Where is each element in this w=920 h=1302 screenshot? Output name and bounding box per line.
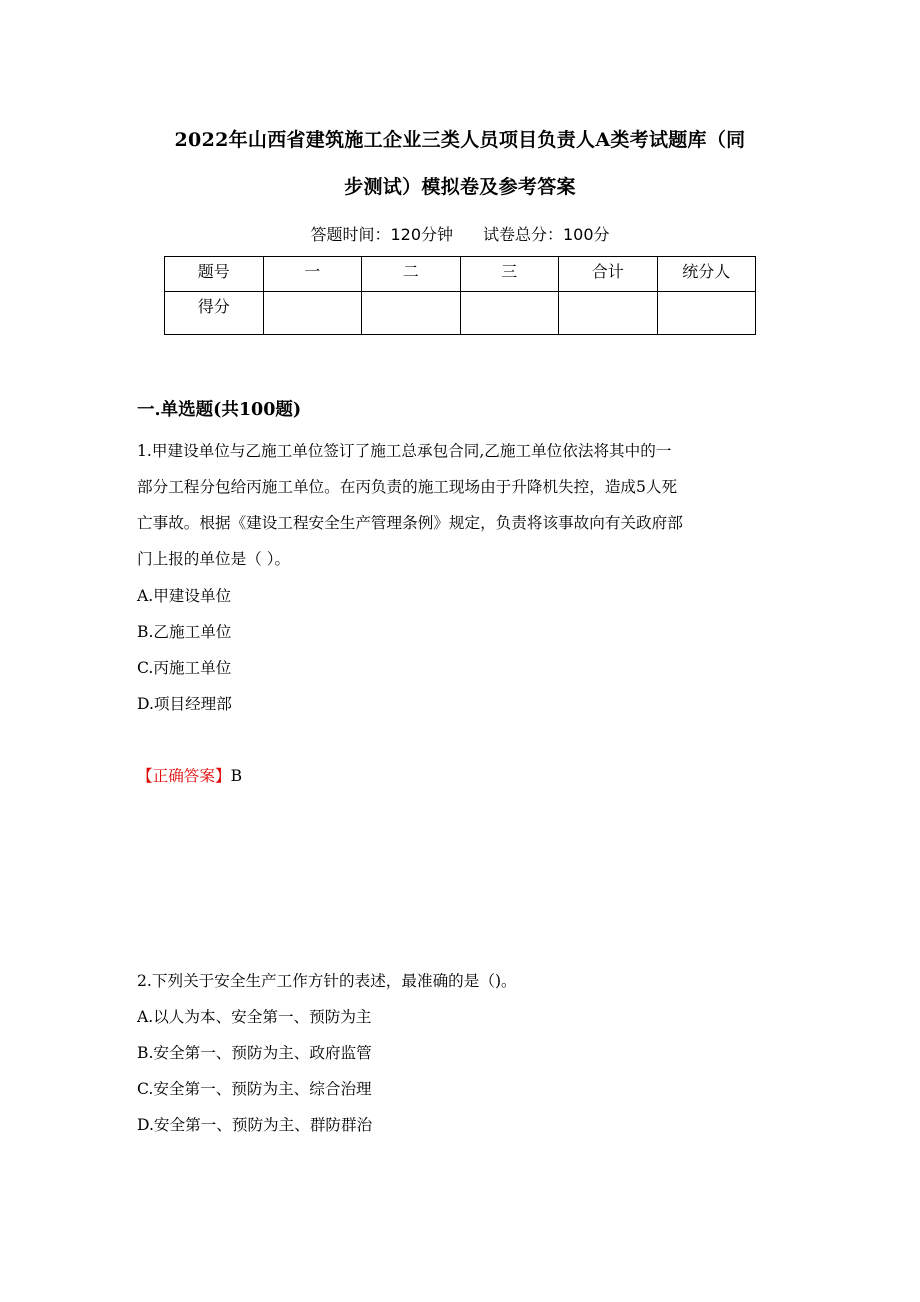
score-table — [164, 256, 756, 335]
question-1-option-c: C.丙施工单位 — [137, 659, 232, 677]
answer-tag: 【正确答案】 — [137, 767, 231, 785]
question-1-line-1: 1.甲建设单位与乙施工单位签订了施工总承包合同,乙施工单位依法将其中的一 — [137, 442, 672, 460]
question-2-option-a: A.以人为本、安全第一、预防为主 — [137, 1008, 372, 1026]
score-cell-part-1 — [263, 292, 362, 335]
question-2-option-b: B.安全第一、预防为主、政府监管 — [137, 1044, 372, 1062]
header-cell-grader: 统分人 — [657, 257, 756, 292]
score-table-header-row — [165, 257, 756, 292]
question-1-stem — [137, 433, 785, 577]
section-heading: 一.单选题(共100题) — [137, 400, 302, 420]
question-1-option-a: A.甲建设单位 — [137, 587, 232, 605]
question-1-line-4: 门上报的单位是（ ）。 — [137, 550, 291, 568]
question-2-stem: 2.下列关于安全生产工作方针的表述，最准确的是（)。 — [137, 972, 517, 990]
header-cell-part-2: 二 — [362, 257, 461, 292]
document-title-line-1: 2022年山西省建筑施工企业三类人员项目负责人A类考试题库（同 — [174, 129, 746, 151]
score-cell-part-3 — [460, 292, 559, 335]
answer-value: B — [230, 767, 243, 785]
question-1-answer — [137, 764, 242, 786]
exam-time: 答题时间：120分钟 — [310, 225, 453, 244]
question-1-line-2: 部分工程分包给丙施工单位。在丙负责的施工现场由于升降机失控，造成5人死 — [137, 478, 678, 496]
exam-meta — [0, 222, 920, 245]
score-cell-total — [559, 292, 658, 335]
question-1-option-b: B.乙施工单位 — [137, 623, 232, 641]
header-cell-total: 合计 — [559, 257, 658, 292]
header-cell-part-3: 三 — [460, 257, 559, 292]
header-cell-question-no: 题号 — [165, 257, 264, 292]
question-1-option-d: D.项目经理部 — [137, 695, 232, 713]
score-row-label: 得分 — [165, 292, 264, 335]
header-cell-part-1: 一 — [263, 257, 362, 292]
question-2-option-d: D.安全第一、预防为主、群防群治 — [137, 1116, 373, 1134]
question-2-option-c: C.安全第一、预防为主、综合治理 — [137, 1080, 372, 1098]
score-cell-grader — [657, 292, 756, 335]
score-table-score-row — [165, 292, 756, 335]
score-cell-part-2 — [362, 292, 461, 335]
question-1-line-3: 亡事故。根据《建设工程安全生产管理条例》规定，负责将该事故向有关政府部 — [137, 514, 683, 532]
exam-total-score: 试卷总分：100分 — [483, 225, 610, 244]
document-title-line-2: 步测试）模拟卷及参考答案 — [344, 176, 576, 198]
